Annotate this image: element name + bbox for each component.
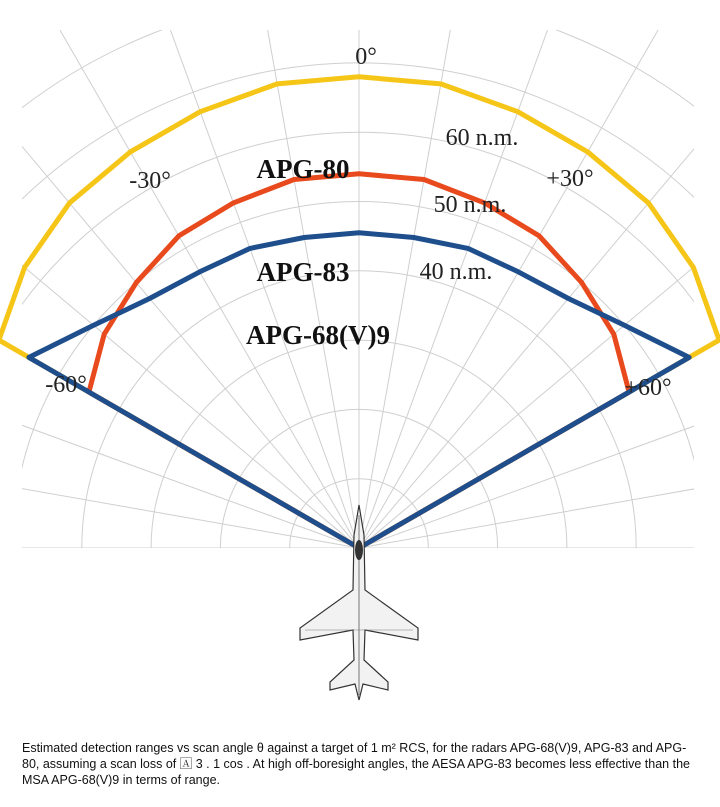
grid-spoke	[359, 58, 720, 548]
angle-label-plus-60: +60°	[624, 375, 672, 401]
series-line-apg-80	[0, 77, 719, 548]
series-label-apg-83: APG-83	[256, 257, 350, 287]
range-label-60: 60 n.m.	[445, 125, 519, 151]
grid-spoke	[0, 58, 359, 548]
range-label-40: 40 n.m.	[419, 259, 493, 285]
grid-spoke	[359, 287, 720, 548]
series-group	[0, 77, 719, 548]
aircraft-icon	[300, 505, 418, 700]
series-label-apg-68v9: APG-68(V)9	[246, 320, 390, 350]
range-label-50: 50 n.m.	[433, 192, 507, 218]
angle-label-minus-60: -60°	[45, 372, 87, 398]
figure-caption: Estimated detection ranges vs scan angle θ against a target of 1 m² RCS, for the radars APG-68(V)9, APG-83 and APG-80, assuming a scan loss of 🄰 3 . 1 cos . At high off-boresight angles, the AESA APG-83 becomes less effective than the MSA APG-68(V)9 in terms of range.	[22, 741, 690, 787]
series-label-apg-80: APG-80	[256, 154, 350, 184]
angle-label-0: 0°	[355, 44, 377, 70]
chart-labels	[45, 44, 671, 401]
angle-label-plus-30: +30°	[546, 166, 594, 192]
angle-label-minus-30: -30°	[129, 168, 171, 194]
